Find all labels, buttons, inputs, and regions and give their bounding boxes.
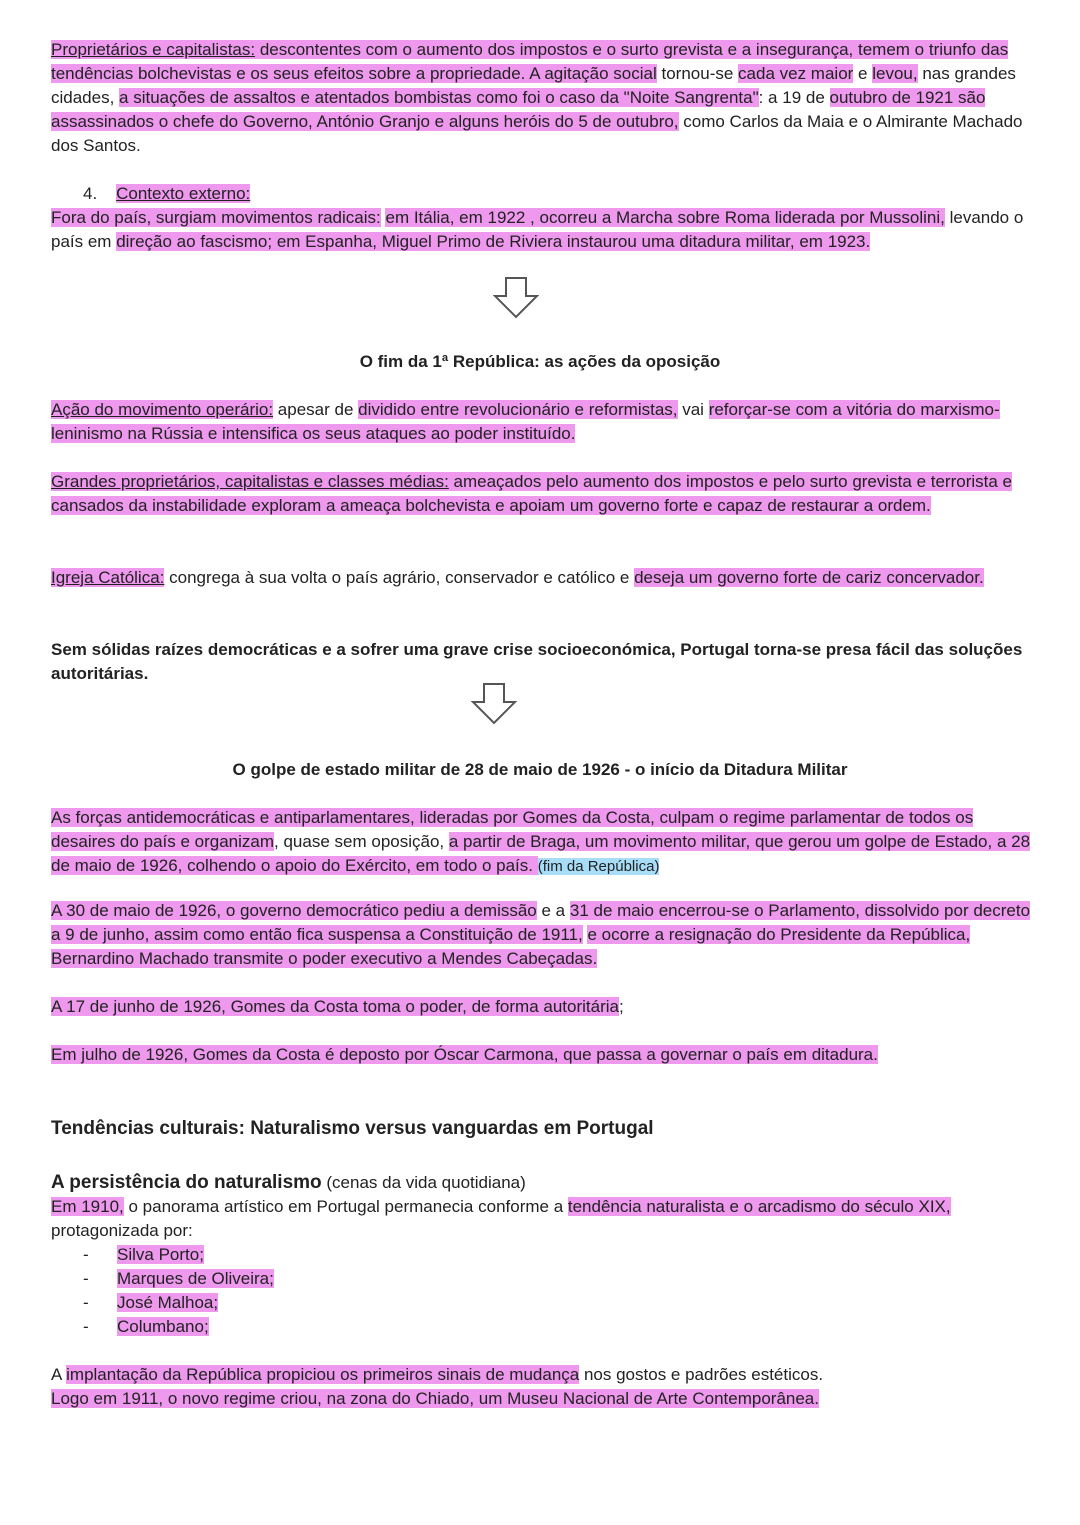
paragraph-17-junho: A 17 de junho de 1926, Gomes da Costa toma o poder, de forma autoritária; bbox=[51, 997, 624, 1016]
paragraph-proprietarios: Proprietários e capitalistas: descontentes com o aumento dos impostos e o surto grevista e a insegurança, temem o triunfo das tendências bolchevistas e os seus efeitos sobre a propriedade. A agitação social tornou-se cada vez maior e levou, nas grandes cidades, a situações de assaltos e atentados bombistas como foi o caso da "Noite Sangrenta": a 19 de outubro de 1921 são assassinados o chefe do Governo, António Granjo e alguns heróis do 5 de outubro, como Carlos da Maia e o Almirante Machado dos Santos. bbox=[51, 40, 1023, 155]
section-naturalismo bbox=[51, 1171, 1036, 1339]
naturalismo-heading: A persistência do naturalismo (cenas da vida quotidiana) bbox=[51, 1172, 526, 1193]
paragraph-grandes-proprietarios: Grandes proprietários, capitalistas e classes médias: ameaçados pelo aumento dos impostos e pelo surto grevista e terrorista e cansados da instabilidade exploram a ameaça bolchevista e apoiam um governo forte e capaz de restaurar a ordem. bbox=[51, 472, 1012, 515]
heading-golpe-estado: O golpe de estado militar de 28 de maio de 1926 - o início da Ditadura Militar bbox=[232, 760, 848, 779]
down-arrow-icon bbox=[493, 276, 539, 320]
down-arrow-icon bbox=[471, 682, 517, 726]
list-item: - Columbano; bbox=[83, 1315, 1036, 1339]
artists-list bbox=[51, 1243, 1036, 1339]
list-item: - José Malhoa; bbox=[83, 1291, 1036, 1315]
paragraph-igreja-catolica: Igreja Católica: congrega à sua volta o país agrário, conservador e católico e deseja um governo forte de cariz concervador. bbox=[51, 568, 984, 587]
paragraph-movimento-operario: Ação do movimento operário: apesar de dividido entre revolucionário e reformistas, vai reforçar-se com a vitória do marxismo-leninismo na Rússia e intensifica os seus ataques ao poder instituído. bbox=[51, 400, 1000, 443]
heading-fim-republica: O fim da 1ª República: as ações da oposição bbox=[359, 352, 721, 371]
paragraph-naturalismo: Em 1910, o panorama artístico em Portugal permanecia conforme a tendência naturalista e o arcadismo do século XIX, protagonizada por: bbox=[51, 1197, 951, 1240]
heading-tendencias-culturais: Tendências culturais: Naturalismo versus vanguardas em Portugal bbox=[51, 1118, 654, 1139]
list-item: - Marques de Oliveira; bbox=[83, 1267, 1036, 1291]
section-number-heading: 4. Contexto externo: bbox=[83, 184, 251, 203]
list-item: - Silva Porto; bbox=[83, 1243, 1036, 1267]
paragraph-30-maio: A 30 de maio de 1926, o governo democrático pediu a demissão e a 31 de maio encerrou-se o Parlamento, dissolvido por decreto a 9 de junho, assim como então fica suspensa a Constituição de 1911, e ocorre a resignação do Presidente da República, Bernardino Machado transmite o poder executivo a Mendes Cabeçadas. bbox=[51, 901, 1031, 968]
paragraph-forcas-antidemocraticas: As forças antidemocráticas e antiparlamentares, lideradas por Gomes da Costa, culpam o regime parlamentar de todos os desaires do país e organizam, quase sem oposição, a partir de Braga, um movimento militar, que gerou um golpe de Estado, a 28 de maio de 1926, colhendo o apoio do Exército, em todo o país. (fim da República) bbox=[51, 808, 1031, 875]
paragraph-julho-1926: Em julho de 1926, Gomes da Costa é deposto por Óscar Carmona, que passa a governar o país em ditadura. bbox=[51, 1045, 878, 1064]
paragraph-implantacao: A implantação da República propiciou os primeiros sinais de mudança nos gostos e padrões estéticos. Logo em 1911, o novo regime criou, na zona do Chiado, um Museu Nacional de Arte Contemporânea. bbox=[51, 1365, 824, 1408]
paragraph-conclusao: Sem sólidas raízes democráticas e a sofrer uma grave crise socioeconómica, Portugal torna-se presa fácil das soluções autoritárias. bbox=[51, 640, 1023, 683]
paragraph-contexto-externo: Fora do país, surgiam movimentos radicais: em Itália, em 1922 , ocorreu a Marcha sobre Roma liderada por Mussolini, levando o país em direção ao fascismo; em Espanha, Miguel Primo de Riviera instaurou uma ditadura militar, em 1923. bbox=[51, 208, 1024, 251]
